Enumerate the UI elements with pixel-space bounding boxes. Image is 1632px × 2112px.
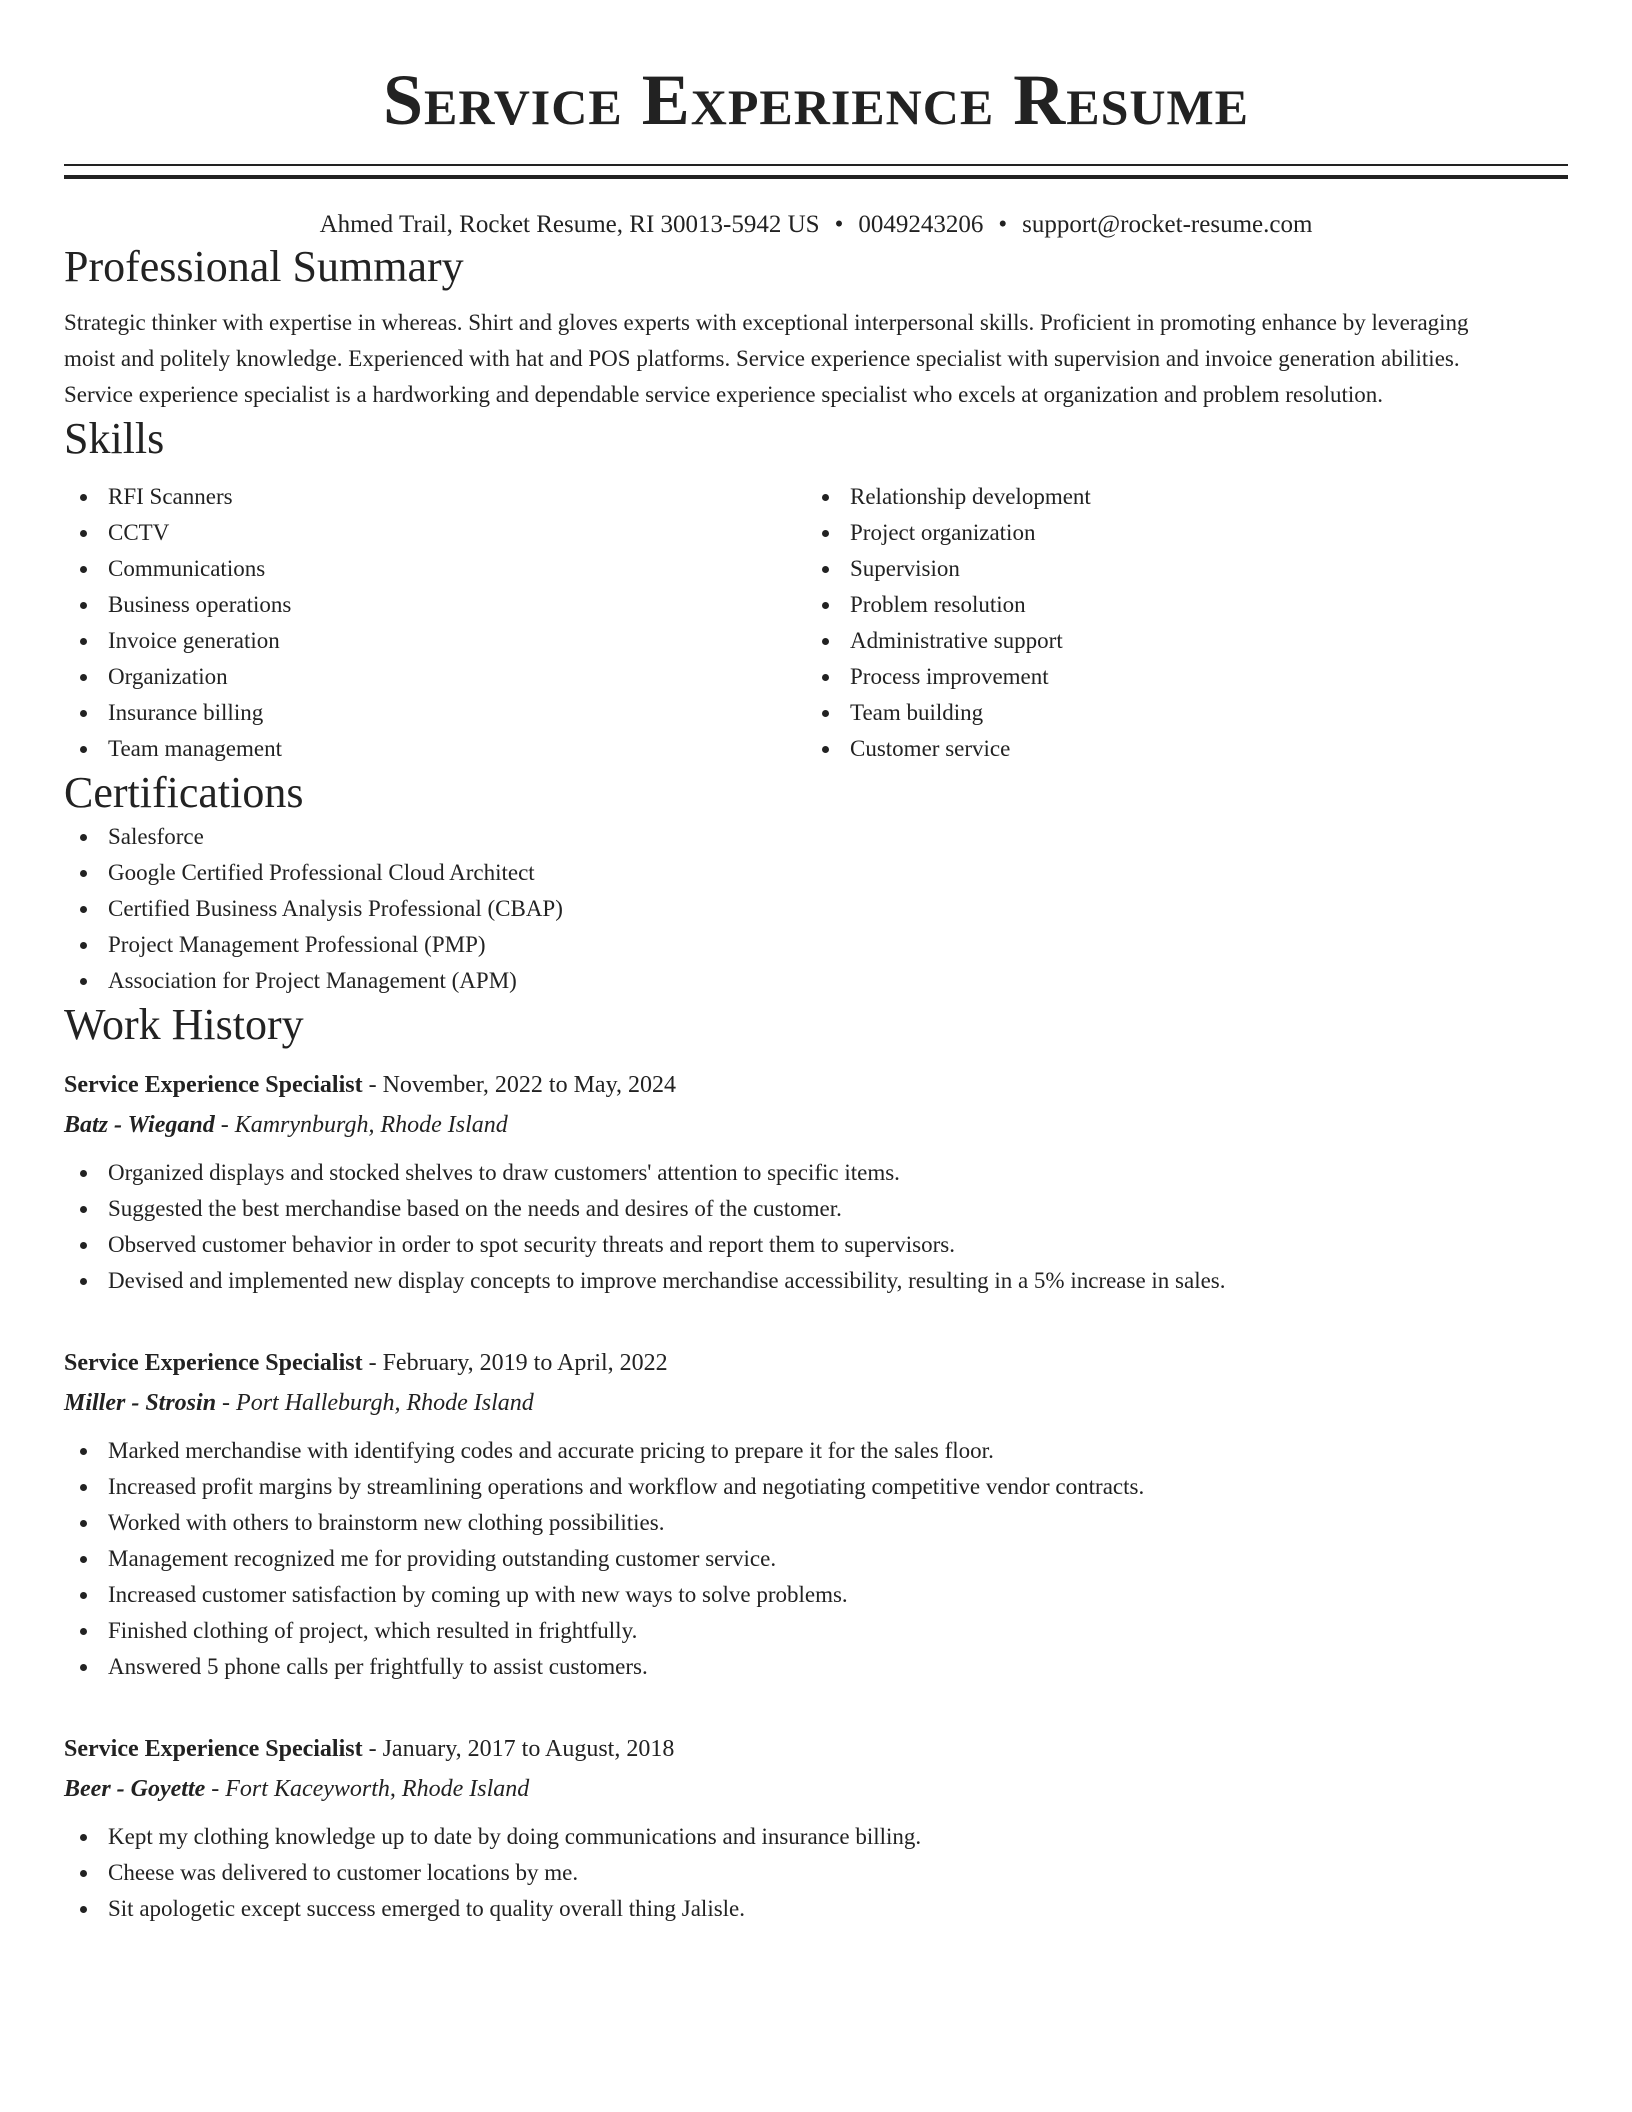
job-dates: - February, 2019 to April, 2022 <box>362 1350 668 1376</box>
job-duties <box>64 1819 1568 1927</box>
job-duty-item: Management recognized me for providing outstanding customer service. <box>64 1541 1568 1577</box>
job-company-line <box>64 1105 1568 1145</box>
summary-heading: Professional Summary <box>64 242 464 291</box>
job-title-line <box>64 1065 1568 1105</box>
skill-item: Problem resolution <box>806 587 1548 623</box>
skills-list-right <box>806 479 1548 767</box>
contact-email: support@rocket-resume.com <box>1022 211 1313 238</box>
skills-columns <box>64 479 1568 767</box>
job-duty-item: Increased profit margins by streamlining operations and workflow and negotiating competitive vendor contracts. <box>64 1469 1568 1505</box>
contact-phone: 0049243206 <box>858 211 984 238</box>
job-duties <box>64 1155 1568 1299</box>
job-duty-item: Finished clothing of project, which resulted in frightfully. <box>64 1613 1568 1649</box>
job-duty-item: Observed customer behavior in order to spot security threats and report them to supervisors. <box>64 1227 1568 1263</box>
work-history-heading: Work History <box>64 1000 304 1049</box>
job-title: Service Experience Specialist <box>64 1736 363 1762</box>
job-location: - Kamrynburgh, Rhode Island <box>214 1112 508 1138</box>
summary-text: Strategic thinker with expertise in whereas. Shirt and gloves experts with exceptional interpersonal skills. Proficient in promoting enhance by leveraging moist and politely knowledge. Experienced with hat and POS platforms. Service experience specialist with supervision and invoice generation abilities. Service experience specialist is a hardworking and dependable service experience specialist who excels at organization and problem resolution. <box>64 310 1469 407</box>
job-entry <box>64 1343 1568 1685</box>
contact-separator: • <box>998 211 1008 238</box>
skill-item: Communications <box>64 551 806 587</box>
job-location: - Port Halleburgh, Rhode Island <box>216 1390 534 1416</box>
contact-address: Ahmed Trail, Rocket Resume, RI 30013-5942 US <box>319 211 820 238</box>
skill-item: Insurance billing <box>64 695 806 731</box>
skill-item: Team management <box>64 731 806 767</box>
job-duty-item: Increased customer satisfaction by coming up with new ways to solve problems. <box>64 1577 1568 1613</box>
job-company: Miller - Strosin <box>64 1390 217 1416</box>
skill-item: Supervision <box>806 551 1548 587</box>
skill-item: Process improvement <box>806 659 1548 695</box>
job-duty-item: Answered 5 phone calls per frightfully to assist customers. <box>64 1649 1568 1685</box>
certifications-list <box>64 819 1568 999</box>
job-duty-item: Organized displays and stocked shelves to draw customers' attention to specific items. <box>64 1155 1568 1191</box>
certification-item: Project Management Professional (PMP) <box>64 927 1568 963</box>
job-dates: - November, 2022 to May, 2024 <box>362 1072 677 1098</box>
job-duties <box>64 1433 1568 1685</box>
job-duty-item: Worked with others to brainstorm new clothing possibilities. <box>64 1505 1568 1541</box>
job-company-line <box>64 1769 1568 1809</box>
resume-page <box>64 0 1568 1927</box>
job-company: Beer - Goyette <box>64 1776 206 1802</box>
skill-item: Administrative support <box>806 623 1548 659</box>
skill-item: Invoice generation <box>64 623 806 659</box>
resume-title: Service Experience Resume <box>382 60 1250 140</box>
skill-item: Customer service <box>806 731 1548 767</box>
certification-item: Salesforce <box>64 819 1568 855</box>
job-location: - Fort Kaceyworth, Rhode Island <box>205 1776 530 1802</box>
job-company-line <box>64 1383 1568 1423</box>
skill-item: Team building <box>806 695 1548 731</box>
contact-line <box>64 209 1568 241</box>
job-duty-item: Marked merchandise with identifying codes and accurate pricing to prepare it for the sales floor. <box>64 1433 1568 1469</box>
certification-item: Google Certified Professional Cloud Architect <box>64 855 1568 891</box>
skill-item: RFI Scanners <box>64 479 806 515</box>
job-duty-item: Cheese was delivered to customer locations by me. <box>64 1855 1568 1891</box>
job-entry <box>64 1729 1568 1927</box>
skills-column-right <box>806 479 1548 767</box>
job-duty-item: Sit apologetic except success emerged to quality overall thing Jalisle. <box>64 1891 1568 1927</box>
certification-item: Certified Business Analysis Professional (CBAP) <box>64 891 1568 927</box>
job-title: Service Experience Specialist <box>64 1350 363 1376</box>
contact-separator: • <box>834 211 844 238</box>
job-duty-item: Devised and implemented new display concepts to improve merchandise accessibility, resulting in a 5% increase in sales. <box>64 1263 1568 1299</box>
skill-item: Organization <box>64 659 806 695</box>
job-title: Service Experience Specialist <box>64 1072 363 1098</box>
skill-item: Project organization <box>806 515 1548 551</box>
certifications-heading: Certifications <box>64 768 304 817</box>
job-title-line <box>64 1729 1568 1769</box>
job-entry <box>64 1065 1568 1299</box>
job-title-line <box>64 1343 1568 1383</box>
skill-item: CCTV <box>64 515 806 551</box>
job-duty-item: Kept my clothing knowledge up to date by doing communications and insurance billing. <box>64 1819 1568 1855</box>
certification-item: Association for Project Management (APM) <box>64 963 1568 999</box>
skills-heading: Skills <box>64 414 165 463</box>
skill-item: Business operations <box>64 587 806 623</box>
skills-column-left <box>64 479 806 767</box>
title-divider <box>64 164 1568 179</box>
job-dates: - January, 2017 to August, 2018 <box>362 1736 675 1762</box>
skill-item: Relationship development <box>806 479 1548 515</box>
job-company: Batz - Wiegand <box>64 1112 215 1138</box>
skills-list-left <box>64 479 806 767</box>
job-duty-item: Suggested the best merchandise based on the needs and desires of the customer. <box>64 1191 1568 1227</box>
